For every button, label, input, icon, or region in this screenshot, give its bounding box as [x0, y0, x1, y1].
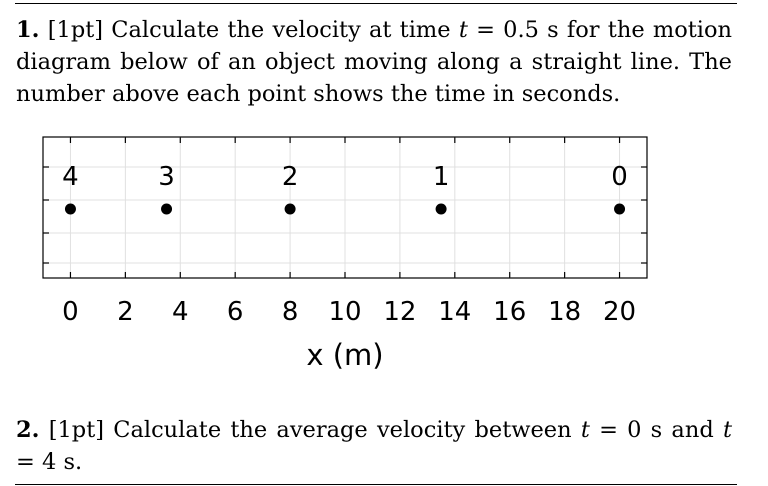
problem-2-number: 2.	[16, 417, 40, 443]
problem-2-text-a: Calculate the average velocity between	[104, 417, 581, 443]
x-tick-label: 10	[328, 297, 362, 327]
x-tick-label: 12	[383, 297, 417, 327]
problem-2-points: [1pt]	[48, 417, 105, 443]
time-label: 4	[62, 162, 79, 192]
data-point	[285, 204, 296, 215]
x-tick-label: 4	[171, 297, 189, 327]
x-tick-label: 8	[281, 297, 299, 327]
x-tick-label: 14	[438, 297, 472, 327]
data-point	[161, 204, 172, 215]
x-tick-label: 16	[493, 297, 527, 327]
time-label: 2	[281, 162, 299, 192]
problem-1-text-b: = 0.5 s for the motion diagram below of an object moving along a straight line. The number above each point shows the time in seconds.	[16, 17, 733, 107]
problem-2-first-time-variable: t	[580, 417, 590, 443]
x-tick-label: 0	[62, 297, 79, 327]
problem-1-time-variable: t	[458, 17, 468, 43]
x-tick-label: 18	[548, 297, 582, 327]
x-axis-label: x (m)	[306, 338, 384, 372]
problem-2-text-b: = 0 s and	[589, 417, 723, 443]
problem-2-text	[16, 414, 732, 478]
problem-1-number: 1.	[16, 17, 40, 43]
time-label: 3	[158, 162, 175, 192]
time-label: 1	[432, 162, 450, 192]
data-point	[614, 204, 625, 215]
problem-2-second-time-variable: t	[722, 417, 732, 443]
x-tick-label: 6	[226, 297, 244, 327]
data-point	[436, 204, 447, 215]
x-tick-label: 2	[117, 297, 134, 327]
grid-lines	[43, 137, 647, 278]
bottom-rule	[15, 484, 737, 485]
problem-1-points: [1pt]	[47, 17, 104, 43]
time-label: 0	[611, 162, 628, 192]
problem-2-text-c: = 4 s.	[16, 449, 83, 475]
data-point	[65, 204, 76, 215]
problem-1-text-a: Calculate the velocity at time	[103, 17, 459, 43]
axis-tick-labels	[62, 297, 636, 327]
x-tick-label: 20	[602, 297, 637, 327]
